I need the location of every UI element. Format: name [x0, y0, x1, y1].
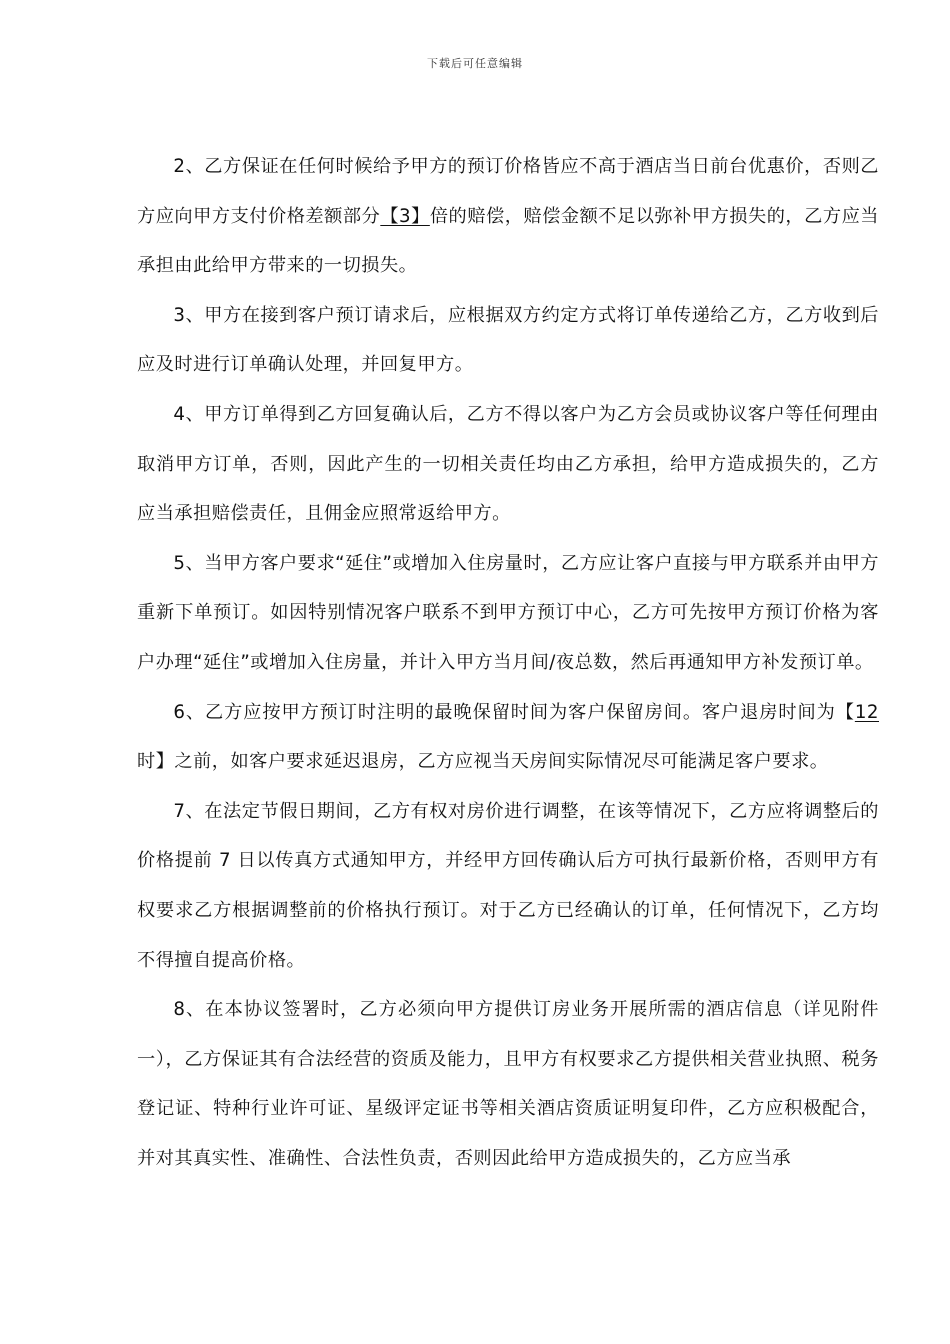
clause-4: 4、甲方订单得到乙方回复确认后，乙方不得以客户为乙方会员或协议客户等任何理由取消甲方订单，否则，因此产生的一切相关责任均由乙方承担，给甲方造成损失的，乙方应当承担赔偿责任，且佣金应照常返给甲方。 [137, 403, 879, 525]
clause-6-text-a: 6、乙方应按甲方预订时注明的最晚保留时间为客户保留房间。客户退房时间为【 [173, 701, 855, 723]
page-header: 下载后可任意编辑 [427, 57, 523, 70]
clause-6-text-b: 时】之前，如客户要求延迟退房，乙方应视当天房间实际情况尽可能满足客户要求。 [137, 751, 829, 773]
clause-3: 3、甲方在接到客户预订请求后，应根据双方约定方式将订单传递给乙方，乙方收到后应及时进行订单确认处理，并回复甲方。 [137, 304, 879, 376]
checkout-hour: 12 [854, 701, 879, 723]
clause-2-text-a: 2、乙方保证在任何时候给予甲方的预订价格皆应不高于酒店当日前台优惠价，否则乙方应向甲方支付价格差额部分 [137, 156, 879, 227]
clause-7: 7、在法定节假日期间，乙方有权对房价进行调整，在该等情况下，乙方应将调整后的价格提前 7 日以传真方式通知甲方，并经甲方回传确认后方可执行最新价格，否则甲方有权要求乙方根据调整前的价格执行预订。对于乙方已经确认的订单，任何情况下，乙方均不得擅自提高价格。 [137, 800, 879, 971]
document-body [137, 142, 879, 1183]
clause-2 [137, 142, 879, 291]
clause-6 [137, 688, 879, 787]
clause-5: 5、当甲方客户要求“延住”或增加入住房量时，乙方应让客户直接与甲方联系并由甲方重新下单预订。如因特别情况客户联系不到甲方预订中心，乙方可先按甲方预订价格为客户办理“延住”或增加入住房量，并计入甲方当月间/夜总数，然后再通知甲方补发预订单。 [137, 552, 879, 673]
clause-8: 8、在本协议签署时，乙方必须向甲方提供订房业务开展所需的酒店信息（详见附件一），乙方保证其有合法经营的资质及能力，且甲方有权要求乙方提供相关营业执照、税务登记证、特种行业许可证、星级评定证书等相关酒店资质证明复印件，乙方应积极配合，并对其真实性、准确性、合法性负责，否则因此给甲方造成损失的，乙方应当承 [137, 999, 879, 1169]
clause-2-text-b: 倍的赔偿，赔偿金额不足以弥补甲方损失的，乙方应当承担由此给甲方带来的一切损失。 [137, 205, 879, 277]
compensation-multiple: 【3】 [380, 205, 430, 227]
